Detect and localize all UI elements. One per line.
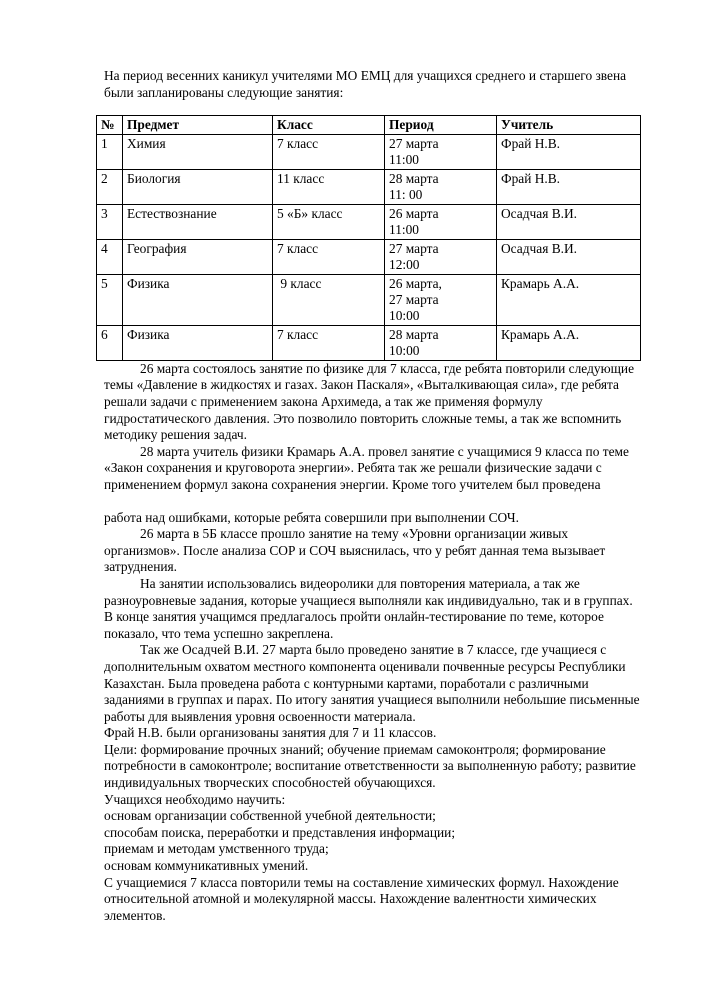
paragraph-physics-9: 28 марта учитель физики Крамарь А.А. провел занятие с учащимися 9 класса по теме «Закон сохранения и круговорота энергии». Ребята так же решали физические задачи с применением формул закона сохранения энергии. Кроме того учителем был проведена	[104, 443, 629, 492]
cell-class: 11 класс	[273, 169, 385, 204]
cell-num: 1	[97, 134, 123, 169]
cell-num: 6	[97, 325, 123, 360]
cell-subject: Химия	[123, 134, 273, 169]
paragraph-chemistry-intro: Фрай Н.В. были организованы занятия для 7 и 11 классов.	[104, 725, 437, 741]
list-item: основам организации собственной учебной деятельности;	[104, 808, 436, 824]
period-time: 11:00	[389, 152, 420, 167]
cell-subject: Биология	[123, 169, 273, 204]
cell-class: 7 класс	[273, 239, 385, 274]
paragraph-geography: Так же Осадчей В.И. 27 марта было проведено занятие в 7 классе, где учащиеся с дополнительным охватом местного компонента оценивали почвенные ресурсы Республики Казахстан. Была проведена работа с контурными картами, поработали с различными заданиями в группах и парах. По итогу занятия учащиеся выполнили небольшие письменные работы для выявления уровня освоенности материала.	[104, 642, 640, 724]
cell-period	[385, 325, 497, 360]
list-item: основам коммуникативных умений.	[104, 858, 309, 874]
list-item: приемам и методам умственного труда;	[104, 841, 329, 857]
cell-class: 5 «Б» класс	[273, 204, 385, 239]
period-date: 27 марта	[389, 240, 439, 256]
period-date: 26 марта,	[389, 275, 442, 291]
header-teacher: Учитель	[497, 116, 641, 134]
cell-teacher: Крамарь А.А.	[497, 274, 641, 325]
cell-num: 5	[97, 274, 123, 325]
cell-period	[385, 274, 497, 325]
table-row	[97, 239, 641, 274]
cell-teacher: Осадчая В.И.	[497, 204, 641, 239]
list-item: способам поиска, переработки и представления информации;	[104, 824, 456, 840]
cell-teacher: Осадчая В.И.	[497, 239, 641, 274]
cell-period	[385, 204, 497, 239]
paragraph-teach-heading: Учащихся необходимо научить:	[104, 791, 286, 807]
cell-period	[385, 239, 497, 274]
header-class: Класс	[273, 116, 385, 134]
cell-teacher: Крамарь А.А.	[497, 325, 641, 360]
cell-subject: Физика	[123, 274, 273, 325]
table-header-row	[97, 116, 641, 134]
cell-teacher: Фрай Н.В.	[497, 169, 641, 204]
cell-class: 7 класс	[273, 134, 385, 169]
period-time: 11:00	[389, 222, 420, 237]
paragraph-biology-5b: 26 марта в 5Б классе прошло занятие на тему «Уровни организации живых организмов». После анализа СОР и СОЧ выяснилась, что у ребят данная тема вызывает затруднения.	[104, 526, 606, 575]
paragraph-methods: На занятии использовались видеоролики для повторения материала, а так же разноуровневые задания, которые учащиеся выполняли как индивидуально, так и в группах. В конце занятия учащимся предлагалось пройти онлайн-тестирование по теме, которое показало, что тема успешно закреплена.	[104, 575, 633, 641]
period-time: 10:00	[389, 308, 420, 324]
period-date: 28 марта	[389, 326, 439, 342]
table-row	[97, 274, 641, 325]
table-row	[97, 204, 641, 239]
cell-subject: Физика	[123, 325, 273, 360]
cell-num: 3	[97, 204, 123, 239]
cell-num: 2	[97, 169, 123, 204]
intro-paragraph: На период весенних каникул учителями МО ЕМЦ для учащихся среднего и старшего звена были запланированы следующие занятия:	[104, 68, 627, 100]
period-date: 28 марта	[389, 170, 439, 186]
cell-period	[385, 169, 497, 204]
cell-class: 9 класс	[273, 274, 385, 325]
table-row	[97, 134, 641, 169]
paragraph-physics-9-continued: работа над ошибками, которые ребята совершили при выполнении СОЧ.	[104, 509, 519, 525]
cell-class: 7 класс	[273, 325, 385, 360]
header-period: Период	[385, 116, 497, 134]
paragraph-physics-7: 26 марта состоялось занятие по физике для 7 класса, где ребята повторили следующие темы «Давление в жидкостях и газах. Закон Паскаля», «Выталкивающая сила», где ребята решали задачи с применением закона Архимеда, а так же применяя формулу гидростатического давления. Это позволило повторить сложные темы, а так же вспомнить методику решения задач.	[104, 360, 635, 443]
period-date: 27 марта	[389, 135, 439, 151]
period-time: 10:00	[389, 343, 420, 359]
cell-period	[385, 134, 497, 169]
period-date-2: 27 марта	[389, 292, 439, 307]
cell-teacher: Фрай Н.В.	[497, 134, 641, 169]
header-num: №	[97, 116, 123, 134]
paragraph-chemistry-7: С учащиемися 7 класса повторили темы на составление химических формул. Нахождение относительной атомной и молекулярной массы. Нахождение валентности химических элементов.	[104, 874, 619, 923]
period-time: 12:00	[389, 257, 420, 272]
cell-num: 4	[97, 239, 123, 274]
header-subject: Предмет	[123, 116, 273, 134]
paragraph-goals: Цели: формирование прочных знаний; обучение приемам самоконтроля; формирование потребности в самоконтроле; воспитание ответственности за выполненную работу; развитие индивидуальных творческих способностей обучающихся.	[104, 741, 636, 791]
table-row	[97, 325, 641, 360]
cell-subject: География	[123, 239, 273, 274]
period-date: 26 марта	[389, 205, 439, 221]
schedule-table	[96, 115, 641, 361]
period-time: 11: 00	[389, 187, 423, 202]
table-row	[97, 169, 641, 204]
cell-subject: Естествознание	[123, 204, 273, 239]
document-page	[101, 68, 644, 924]
